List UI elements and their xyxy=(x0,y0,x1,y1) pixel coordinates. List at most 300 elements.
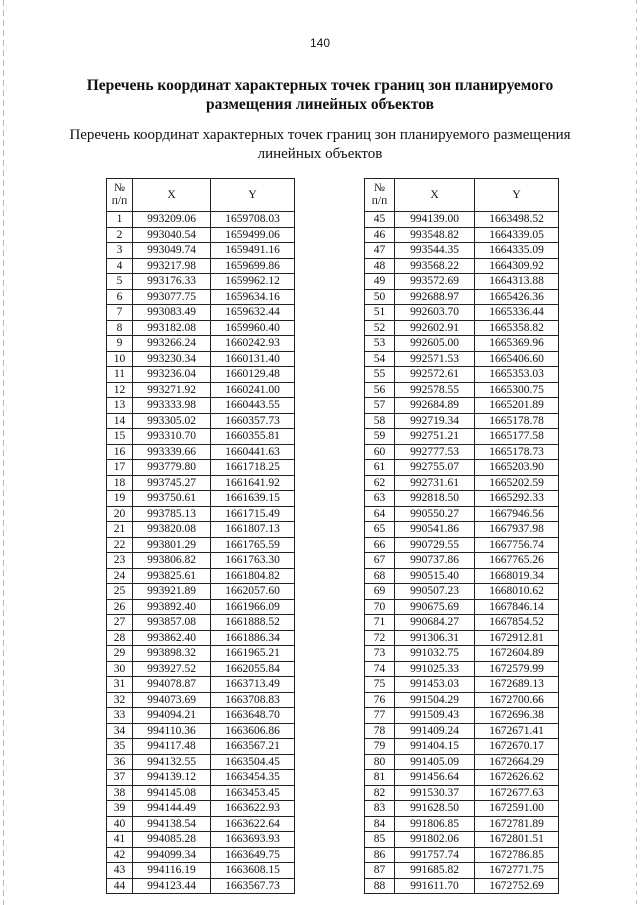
table-row xyxy=(107,475,295,491)
table-row xyxy=(107,382,295,398)
cell-y: 1659499.06 xyxy=(211,227,295,243)
cell-number: 31 xyxy=(107,677,133,693)
cell-y: 1663648.70 xyxy=(211,708,295,724)
cell-number: 85 xyxy=(365,832,395,848)
cell-x: 992755.07 xyxy=(395,460,475,476)
cell-x: 990737.86 xyxy=(395,553,475,569)
cell-x: 991032.75 xyxy=(395,646,475,662)
table-row xyxy=(365,429,559,445)
table-row xyxy=(107,274,295,290)
cell-x: 994094.21 xyxy=(133,708,211,724)
cell-y: 1665292.33 xyxy=(475,491,559,507)
cell-number: 83 xyxy=(365,801,395,817)
cell-number: 65 xyxy=(365,522,395,538)
cell-number: 46 xyxy=(365,227,395,243)
cell-y: 1667846.14 xyxy=(475,599,559,615)
cell-number: 67 xyxy=(365,553,395,569)
cell-x: 993745.27 xyxy=(133,475,211,491)
cell-y: 1662057.60 xyxy=(211,584,295,600)
cell-x: 993040.54 xyxy=(133,227,211,243)
table-row xyxy=(365,878,559,894)
cell-y: 1672752.69 xyxy=(475,878,559,894)
cell-number: 16 xyxy=(107,444,133,460)
cell-number: 43 xyxy=(107,863,133,879)
cell-number: 62 xyxy=(365,475,395,491)
cell-x: 992572.61 xyxy=(395,367,475,383)
cell-x: 993077.75 xyxy=(133,289,211,305)
cell-x: 991530.37 xyxy=(395,785,475,801)
cell-x: 991456.64 xyxy=(395,770,475,786)
table-row xyxy=(365,863,559,879)
table-row xyxy=(107,258,295,274)
cell-y: 1661641.92 xyxy=(211,475,295,491)
table-row xyxy=(107,491,295,507)
cell-x: 992818.50 xyxy=(395,491,475,507)
table-row xyxy=(365,661,559,677)
cell-x: 990684.27 xyxy=(395,615,475,631)
table-row xyxy=(107,398,295,414)
cell-y: 1664339.05 xyxy=(475,227,559,243)
cell-x: 993310.70 xyxy=(133,429,211,445)
table-row xyxy=(365,692,559,708)
table-row xyxy=(365,847,559,863)
cell-x: 991453.03 xyxy=(395,677,475,693)
cell-number: 25 xyxy=(107,584,133,600)
cell-y: 1664335.09 xyxy=(475,243,559,259)
cell-y: 1663708.83 xyxy=(211,692,295,708)
table-row xyxy=(107,506,295,522)
cell-x: 993898.32 xyxy=(133,646,211,662)
cell-y: 1659960.40 xyxy=(211,320,295,336)
cell-number: 8 xyxy=(107,320,133,336)
cell-y: 1665202.59 xyxy=(475,475,559,491)
table-row xyxy=(107,460,295,476)
table-row xyxy=(107,770,295,786)
cell-number: 68 xyxy=(365,568,395,584)
cell-x: 991685.82 xyxy=(395,863,475,879)
table-row xyxy=(107,677,295,693)
cell-x: 991611.70 xyxy=(395,878,475,894)
cell-x: 993750.61 xyxy=(133,491,211,507)
cell-number: 73 xyxy=(365,646,395,662)
cell-number: 59 xyxy=(365,429,395,445)
cell-x: 993182.08 xyxy=(133,320,211,336)
cell-y: 1667854.52 xyxy=(475,615,559,631)
table-row xyxy=(365,491,559,507)
cell-x: 991757.74 xyxy=(395,847,475,863)
cell-x: 994139.12 xyxy=(133,770,211,786)
cell-number: 20 xyxy=(107,506,133,522)
cell-y: 1663622.64 xyxy=(211,816,295,832)
cell-y: 1663608.15 xyxy=(211,863,295,879)
cell-y: 1667937.98 xyxy=(475,522,559,538)
coordinates-table-right xyxy=(364,178,559,894)
cell-y: 1661765.59 xyxy=(211,537,295,553)
table-row xyxy=(365,677,559,693)
header-x: X xyxy=(395,179,475,212)
cell-x: 994116.19 xyxy=(133,863,211,879)
table-row xyxy=(365,413,559,429)
cell-number: 21 xyxy=(107,522,133,538)
cell-x: 990550.27 xyxy=(395,506,475,522)
table-row xyxy=(107,584,295,600)
cell-number: 32 xyxy=(107,692,133,708)
table-row xyxy=(107,553,295,569)
cell-y: 1660355.81 xyxy=(211,429,295,445)
cell-number: 10 xyxy=(107,351,133,367)
cell-x: 994139.00 xyxy=(395,212,475,228)
cell-y: 1665336.44 xyxy=(475,305,559,321)
cell-number: 60 xyxy=(365,444,395,460)
cell-number: 79 xyxy=(365,739,395,755)
table-row xyxy=(107,243,295,259)
cell-number: 56 xyxy=(365,382,395,398)
cell-x: 992684.89 xyxy=(395,398,475,414)
table-row xyxy=(365,258,559,274)
cell-y: 1660131.40 xyxy=(211,351,295,367)
cell-number: 35 xyxy=(107,739,133,755)
cell-number: 64 xyxy=(365,506,395,522)
cell-number: 28 xyxy=(107,630,133,646)
cell-y: 1672700.66 xyxy=(475,692,559,708)
cell-y: 1672801.51 xyxy=(475,832,559,848)
cell-y: 1672579.99 xyxy=(475,661,559,677)
cell-x: 992751.21 xyxy=(395,429,475,445)
cell-x: 994099.34 xyxy=(133,847,211,863)
table-body-right xyxy=(365,212,559,894)
cell-x: 994132.55 xyxy=(133,754,211,770)
cell-y: 1659699.86 xyxy=(211,258,295,274)
table-row xyxy=(107,878,295,894)
cell-number: 69 xyxy=(365,584,395,600)
cell-y: 1665178.73 xyxy=(475,444,559,460)
table-row xyxy=(365,553,559,569)
cell-x: 991404.15 xyxy=(395,739,475,755)
cell-y: 1661718.25 xyxy=(211,460,295,476)
cell-x: 993083.49 xyxy=(133,305,211,321)
cell-x: 990515.40 xyxy=(395,568,475,584)
cell-x: 993857.08 xyxy=(133,615,211,631)
table-header-row xyxy=(107,179,295,212)
header-number: № п/п xyxy=(107,179,133,212)
cell-x: 992603.70 xyxy=(395,305,475,321)
cell-x: 993892.40 xyxy=(133,599,211,615)
cell-x: 990675.69 xyxy=(395,599,475,615)
table-row xyxy=(365,382,559,398)
cell-y: 1660129.48 xyxy=(211,367,295,383)
table-row xyxy=(365,739,559,755)
cell-number: 18 xyxy=(107,475,133,491)
cell-x: 992719.34 xyxy=(395,413,475,429)
cell-number: 81 xyxy=(365,770,395,786)
cell-x: 994138.54 xyxy=(133,816,211,832)
cell-y: 1659632.44 xyxy=(211,305,295,321)
table-row xyxy=(365,522,559,538)
cell-y: 1672781.89 xyxy=(475,816,559,832)
cell-y: 1672689.13 xyxy=(475,677,559,693)
cell-x: 990729.55 xyxy=(395,537,475,553)
cell-number: 77 xyxy=(365,708,395,724)
cell-number: 87 xyxy=(365,863,395,879)
table-row xyxy=(365,584,559,600)
table-row xyxy=(107,537,295,553)
table-row xyxy=(365,444,559,460)
cell-number: 17 xyxy=(107,460,133,476)
cell-x: 992605.00 xyxy=(395,336,475,352)
cell-y: 1665177.58 xyxy=(475,429,559,445)
cell-number: 61 xyxy=(365,460,395,476)
table-row xyxy=(107,739,295,755)
table-row xyxy=(365,568,559,584)
cell-number: 38 xyxy=(107,785,133,801)
cell-y: 1672604.89 xyxy=(475,646,559,662)
cell-x: 993820.08 xyxy=(133,522,211,538)
cell-y: 1672696.38 xyxy=(475,708,559,724)
cell-x: 993801.29 xyxy=(133,537,211,553)
cell-x: 993271.92 xyxy=(133,382,211,398)
table-row xyxy=(365,630,559,646)
cell-x: 993176.33 xyxy=(133,274,211,290)
cell-x: 991802.06 xyxy=(395,832,475,848)
cell-x: 991409.24 xyxy=(395,723,475,739)
cell-x: 993825.61 xyxy=(133,568,211,584)
cell-number: 76 xyxy=(365,692,395,708)
cell-number: 63 xyxy=(365,491,395,507)
table-row xyxy=(107,336,295,352)
cell-x: 994078.87 xyxy=(133,677,211,693)
cell-x: 991405.09 xyxy=(395,754,475,770)
cell-x: 994085.28 xyxy=(133,832,211,848)
cell-y: 1660357.73 xyxy=(211,413,295,429)
table-row xyxy=(107,367,295,383)
cell-y: 1663567.21 xyxy=(211,739,295,755)
cell-number: 47 xyxy=(365,243,395,259)
page-number: 140 xyxy=(309,36,331,50)
cell-y: 1663622.93 xyxy=(211,801,295,817)
cell-y: 1663649.75 xyxy=(211,847,295,863)
table-row xyxy=(107,212,295,228)
cell-y: 1660443.55 xyxy=(211,398,295,414)
cell-x: 991509.43 xyxy=(395,708,475,724)
table-row xyxy=(107,661,295,677)
scan-edge-right xyxy=(636,0,637,905)
cell-number: 57 xyxy=(365,398,395,414)
cell-number: 24 xyxy=(107,568,133,584)
cell-y: 1672786.85 xyxy=(475,847,559,863)
table-row xyxy=(365,816,559,832)
table-row xyxy=(365,599,559,615)
cell-number: 22 xyxy=(107,537,133,553)
cell-number: 2 xyxy=(107,227,133,243)
table-row xyxy=(365,243,559,259)
table-row xyxy=(107,320,295,336)
table-row xyxy=(365,615,559,631)
cell-x: 993568.22 xyxy=(395,258,475,274)
table-row xyxy=(107,568,295,584)
cell-number: 23 xyxy=(107,553,133,569)
cell-number: 40 xyxy=(107,816,133,832)
cell-y: 1663453.45 xyxy=(211,785,295,801)
cell-number: 58 xyxy=(365,413,395,429)
table-row xyxy=(107,646,295,662)
cell-y: 1665369.96 xyxy=(475,336,559,352)
heading-bold: Перечень координат характерных точек границ зон планируемого размещения линейных объектов xyxy=(86,77,554,113)
cell-x: 993333.98 xyxy=(133,398,211,414)
cell-x: 992571.53 xyxy=(395,351,475,367)
cell-number: 19 xyxy=(107,491,133,507)
table-row xyxy=(365,289,559,305)
cell-number: 15 xyxy=(107,429,133,445)
cell-number: 54 xyxy=(365,351,395,367)
coordinates-table-left xyxy=(106,178,295,894)
cell-number: 37 xyxy=(107,770,133,786)
heading-regular: Перечень координат характерных точек границ зон планируемого размещения линейных объектов xyxy=(69,127,571,162)
cell-y: 1660441.63 xyxy=(211,444,295,460)
cell-y: 1659634.16 xyxy=(211,289,295,305)
cell-number: 7 xyxy=(107,305,133,321)
cell-number: 84 xyxy=(365,816,395,832)
cell-number: 50 xyxy=(365,289,395,305)
cell-x: 993779.80 xyxy=(133,460,211,476)
cell-y: 1663498.52 xyxy=(475,212,559,228)
cell-y: 1661965.21 xyxy=(211,646,295,662)
cell-x: 993862.40 xyxy=(133,630,211,646)
cell-y: 1661804.82 xyxy=(211,568,295,584)
table-row xyxy=(107,816,295,832)
cell-number: 44 xyxy=(107,878,133,894)
cell-x: 993209.06 xyxy=(133,212,211,228)
cell-x: 993230.34 xyxy=(133,351,211,367)
cell-y: 1672626.62 xyxy=(475,770,559,786)
cell-y: 1659491.16 xyxy=(211,243,295,259)
cell-x: 992688.97 xyxy=(395,289,475,305)
table-row xyxy=(365,320,559,336)
table-row xyxy=(365,832,559,848)
cell-number: 51 xyxy=(365,305,395,321)
table-row xyxy=(365,460,559,476)
cell-number: 6 xyxy=(107,289,133,305)
cell-x: 993548.82 xyxy=(395,227,475,243)
table-row xyxy=(107,785,295,801)
cell-x: 994123.44 xyxy=(133,878,211,894)
cell-y: 1663504.45 xyxy=(211,754,295,770)
cell-x: 991306.31 xyxy=(395,630,475,646)
cell-y: 1668019.34 xyxy=(475,568,559,584)
cell-x: 992731.61 xyxy=(395,475,475,491)
cell-number: 53 xyxy=(365,336,395,352)
cell-number: 14 xyxy=(107,413,133,429)
cell-y: 1672670.17 xyxy=(475,739,559,755)
cell-x: 994145.08 xyxy=(133,785,211,801)
table-row xyxy=(107,429,295,445)
table-row xyxy=(107,413,295,429)
cell-y: 1661639.15 xyxy=(211,491,295,507)
cell-x: 994110.36 xyxy=(133,723,211,739)
cell-y: 1663606.86 xyxy=(211,723,295,739)
table-row xyxy=(365,212,559,228)
header-number: № п/п xyxy=(365,179,395,212)
cell-y: 1663454.35 xyxy=(211,770,295,786)
cell-number: 26 xyxy=(107,599,133,615)
table-row xyxy=(107,615,295,631)
table-row xyxy=(107,599,295,615)
cell-number: 3 xyxy=(107,243,133,259)
cell-number: 82 xyxy=(365,785,395,801)
cell-y: 1661966.09 xyxy=(211,599,295,615)
cell-y: 1663693.93 xyxy=(211,832,295,848)
cell-y: 1663713.49 xyxy=(211,677,295,693)
cell-number: 13 xyxy=(107,398,133,414)
cell-y: 1660242.93 xyxy=(211,336,295,352)
table-row xyxy=(107,801,295,817)
table-row xyxy=(107,832,295,848)
cell-x: 993806.82 xyxy=(133,553,211,569)
cell-x: 993305.02 xyxy=(133,413,211,429)
cell-number: 33 xyxy=(107,708,133,724)
table-row xyxy=(365,801,559,817)
cell-number: 66 xyxy=(365,537,395,553)
table-row xyxy=(107,754,295,770)
cell-y: 1672591.00 xyxy=(475,801,559,817)
cell-x: 990507.23 xyxy=(395,584,475,600)
cell-y: 1664309.92 xyxy=(475,258,559,274)
cell-x: 990541.86 xyxy=(395,522,475,538)
table-row xyxy=(107,305,295,321)
cell-y: 1672771.75 xyxy=(475,863,559,879)
table-row xyxy=(107,444,295,460)
cell-x: 994117.48 xyxy=(133,739,211,755)
cell-y: 1667946.56 xyxy=(475,506,559,522)
cell-x: 994073.69 xyxy=(133,692,211,708)
table-body-left xyxy=(107,212,295,894)
cell-number: 49 xyxy=(365,274,395,290)
header-y: Y xyxy=(211,179,295,212)
cell-x: 994144.49 xyxy=(133,801,211,817)
table-row xyxy=(107,227,295,243)
cell-number: 88 xyxy=(365,878,395,894)
cell-number: 55 xyxy=(365,367,395,383)
cell-number: 11 xyxy=(107,367,133,383)
cell-x: 991628.50 xyxy=(395,801,475,817)
cell-number: 30 xyxy=(107,661,133,677)
cell-number: 1 xyxy=(107,212,133,228)
cell-y: 1665203.90 xyxy=(475,460,559,476)
cell-x: 993339.66 xyxy=(133,444,211,460)
table-row xyxy=(365,723,559,739)
cell-x: 992578.55 xyxy=(395,382,475,398)
cell-y: 1659962.12 xyxy=(211,274,295,290)
cell-number: 39 xyxy=(107,801,133,817)
table-row xyxy=(365,336,559,352)
table-header-row xyxy=(365,179,559,212)
cell-number: 12 xyxy=(107,382,133,398)
table-row xyxy=(365,227,559,243)
cell-y: 1668010.62 xyxy=(475,584,559,600)
cell-x: 991504.29 xyxy=(395,692,475,708)
header-y: Y xyxy=(475,179,559,212)
cell-y: 1672912.81 xyxy=(475,630,559,646)
cell-y: 1661807.13 xyxy=(211,522,295,538)
table-row xyxy=(365,475,559,491)
cell-y: 1665178.78 xyxy=(475,413,559,429)
cell-x: 992777.53 xyxy=(395,444,475,460)
cell-number: 42 xyxy=(107,847,133,863)
cell-y: 1664313.88 xyxy=(475,274,559,290)
cell-x: 993266.24 xyxy=(133,336,211,352)
cell-number: 5 xyxy=(107,274,133,290)
cell-y: 1672664.29 xyxy=(475,754,559,770)
cell-y: 1659708.03 xyxy=(211,212,295,228)
